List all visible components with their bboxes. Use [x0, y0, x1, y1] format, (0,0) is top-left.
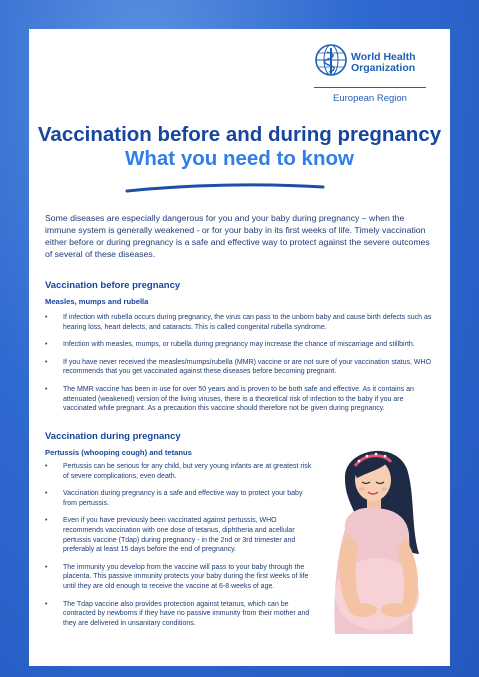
section-subheading-mmr: Measles, mumps and rubella — [45, 297, 149, 306]
brush-stroke-divider — [125, 182, 325, 194]
section-subheading-pertussis: Pertussis (whooping cough) and tetanus — [45, 448, 192, 457]
logo-divider — [314, 87, 426, 88]
list-item: • The Tdap vaccine also provides protection against tetanus, which can be contracted by newborns if they have no passive immunity from their mother and they are delivered in unsanitary conditions. — [45, 600, 315, 629]
pregnant-woman-illustration — [315, 434, 445, 634]
who-emblem-icon — [314, 43, 348, 79]
list-item: • If infection with rubella occurs during pregnancy, the virus can pass to the unborn baby and cause birth defects such as hearing loss, heart defects, and cataracts. This is called congenital rubella syndrome. — [45, 313, 437, 332]
bullet-list-before — [45, 313, 437, 422]
fact-sheet — [29, 29, 450, 666]
page-subtitle: What you need to know — [125, 147, 354, 170]
bullet-list-during — [45, 462, 315, 636]
list-item: • The immunity you develop from the vaccine will pass to your baby through the placenta. This passive immunity protects your baby during the first weeks of life until they are old enough to receive the vaccine at 6-8 weeks of age. — [45, 563, 315, 592]
list-item: • If you have never received the measles/mumps/rubella (MMR) vaccine or are not sure of your vaccination status, WHO recommends that you get vaccinated against these diseases before becoming pregnant. — [45, 358, 437, 377]
list-item: • Infection with measles, mumps, or rubella during pregnancy may increase the chance of miscarriage and stillbirth. — [45, 340, 437, 350]
who-logo — [314, 43, 426, 123]
list-item: • Pertussis can be serious for any child, but very young infants are at greatest risk of severe complications, even death. — [45, 462, 315, 481]
page-title: Vaccination before and during pregnancy — [37, 123, 442, 146]
who-org-name: World Health Organization — [351, 51, 416, 74]
list-item: • Vaccination during pregnancy is a safe and effective way to protect your baby from pertussis. — [45, 489, 315, 508]
section-heading-before: Vaccination before pregnancy — [45, 280, 181, 291]
list-item: • The MMR vaccine has been in use for over 50 years and is proven to be both safe and effective. As it contains an attenuated (weakened) version of the living viruses, there is a theoretical risk of infection to the baby if you are vaccinated while pregnant. As a precaution this vaccine should therefore not be given during pregnancy. — [45, 385, 437, 414]
section-heading-during: Vaccination during pregnancy — [45, 431, 181, 442]
list-item: • Even if you have previously been vaccinated against pertussis, WHO recommends vaccination with one dose of tetanus, diphtheria and acellular pertussis vaccine (Tdap) during pregnancy - in the 2nd or 3rd trimester and preferably at least 15 days before the end of pregnancy. — [45, 516, 315, 554]
who-region: European Region — [333, 93, 407, 104]
intro-paragraph: Some diseases are especially dangerous for you and your baby during pregnancy – when the immune system is generally weakened - or for your baby in its first weeks of life. Timely vaccination either before or during pregnancy is a safe and effective way to protect against the severe outcomes of several of these diseases. — [45, 213, 430, 259]
